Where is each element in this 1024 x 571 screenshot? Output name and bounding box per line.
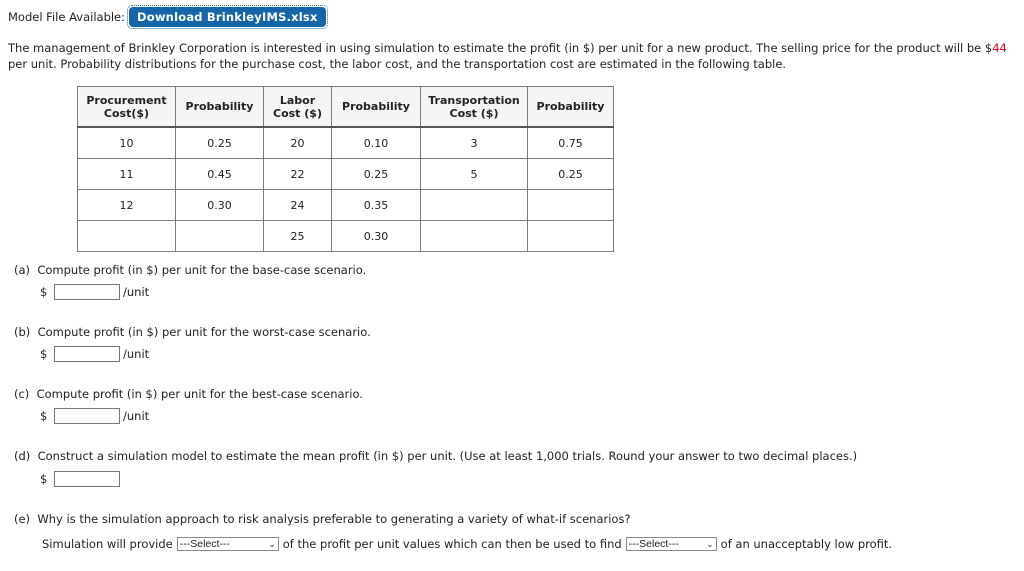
table-cell: 0.30 xyxy=(176,190,264,221)
currency-symbol: $ xyxy=(40,347,48,361)
question-d xyxy=(14,449,857,463)
answer-e-part3: of an unacceptably low profit. xyxy=(720,537,893,551)
table-cell: 0.25 xyxy=(176,127,264,159)
question-c xyxy=(14,387,363,401)
table-cell: 0.10 xyxy=(332,127,421,159)
table-cell: 3 xyxy=(421,127,528,159)
model-file-row xyxy=(8,7,328,27)
table-cell: 0.35 xyxy=(332,190,421,221)
table-row xyxy=(78,127,614,159)
select-1-dropdown[interactable] xyxy=(177,537,279,551)
table-cell: 0.45 xyxy=(176,159,264,190)
answer-a-row xyxy=(40,284,149,300)
table-cell xyxy=(78,221,176,252)
answer-b-input[interactable] xyxy=(54,346,120,362)
header-transportation-cost: Transportation Cost ($) xyxy=(421,87,528,128)
header-probability-2: Probability xyxy=(332,87,421,128)
question-b-label: (b) xyxy=(14,325,31,339)
select-2-dropdown[interactable] xyxy=(626,537,717,551)
question-d-text: Construct a simulation model to estimate the mean profit (in $) per unit. (Use at least 1,000 trials. Round your answer to two decimal places.) xyxy=(37,449,858,463)
answer-a-input[interactable] xyxy=(54,284,120,300)
table-cell xyxy=(176,221,264,252)
answer-d-row xyxy=(40,471,123,487)
answer-d-input[interactable] xyxy=(54,471,120,487)
currency-symbol: $ xyxy=(40,409,48,423)
unit-label: /unit xyxy=(123,347,150,361)
model-file-label: Model File Available: xyxy=(8,10,126,24)
select-1-value: ---Select--- xyxy=(179,538,230,550)
question-b-text: Compute profit (in $) per unit for the worst-case scenario. xyxy=(37,325,371,339)
table-row xyxy=(78,190,614,221)
table-cell: 11 xyxy=(78,159,176,190)
unit-label: /unit xyxy=(123,409,150,423)
currency-symbol: $ xyxy=(40,472,48,486)
table-cell: 12 xyxy=(78,190,176,221)
header-procurement-cost: Procurement Cost($) xyxy=(78,87,176,128)
question-d-label: (d) xyxy=(14,449,31,463)
question-a xyxy=(14,263,366,277)
answer-e-part1: Simulation will provide xyxy=(42,537,173,551)
table-header-row xyxy=(78,87,614,128)
header-labor-cost: Labor Cost ($) xyxy=(264,87,332,128)
answer-b-row xyxy=(40,346,149,362)
currency-symbol: $ xyxy=(40,285,48,299)
download-button-focus-ring xyxy=(127,5,328,29)
header-probability-1: Probability xyxy=(176,87,264,128)
table-row xyxy=(78,159,614,190)
question-a-text: Compute profit (in $) per unit for the base-case scenario. xyxy=(37,263,367,277)
table-cell: 24 xyxy=(264,190,332,221)
download-button[interactable]: Download BrinkleyIMS.xlsx xyxy=(129,7,326,27)
question-c-label: (c) xyxy=(14,387,30,401)
question-a-label: (a) xyxy=(14,263,31,277)
question-c-text: Compute profit (in $) per unit for the best-case scenario. xyxy=(36,387,363,401)
table-cell: 22 xyxy=(264,159,332,190)
table-cell: 0.75 xyxy=(528,127,614,159)
table-row xyxy=(78,221,614,252)
table-cell: 25 xyxy=(264,221,332,252)
select-2-value: ---Select--- xyxy=(628,538,679,550)
table-cell xyxy=(528,221,614,252)
table-cell: 10 xyxy=(78,127,176,159)
selling-price: 44 xyxy=(992,41,1007,55)
answer-c-row xyxy=(40,408,149,424)
answer-c-input[interactable] xyxy=(54,408,120,424)
problem-intro xyxy=(8,40,1018,72)
header-probability-3: Probability xyxy=(528,87,614,128)
intro-text-2: per unit. Probability distributions for the purchase cost, the labor cost, and the transportation cost are estimated in the following table. xyxy=(8,57,787,71)
table-cell: 5 xyxy=(421,159,528,190)
unit-label: /unit xyxy=(123,285,150,299)
table-cell xyxy=(421,190,528,221)
probability-table xyxy=(77,86,614,252)
answer-e-row xyxy=(42,537,892,551)
answer-e-part2: of the profit per unit values which can then be used to find xyxy=(282,537,622,551)
question-e-text: Why is the simulation approach to risk analysis preferable to generating a variety of what-if scenarios? xyxy=(37,512,631,526)
question-e-label: (e) xyxy=(14,512,31,526)
chevron-down-icon: ⌄ xyxy=(268,538,276,549)
table-cell: 0.30 xyxy=(332,221,421,252)
intro-text-1: The management of Brinkley Corporation is interested in using simulation to estimate the profit (in $) per unit for a new product. The selling price for the product will be $ xyxy=(8,41,993,55)
table-cell: 0.25 xyxy=(332,159,421,190)
table-cell xyxy=(528,190,614,221)
chevron-down-icon: ⌄ xyxy=(706,538,714,549)
table-cell xyxy=(421,221,528,252)
table-cell: 20 xyxy=(264,127,332,159)
question-e xyxy=(14,512,631,526)
table-cell: 0.25 xyxy=(528,159,614,190)
question-b xyxy=(14,325,371,339)
